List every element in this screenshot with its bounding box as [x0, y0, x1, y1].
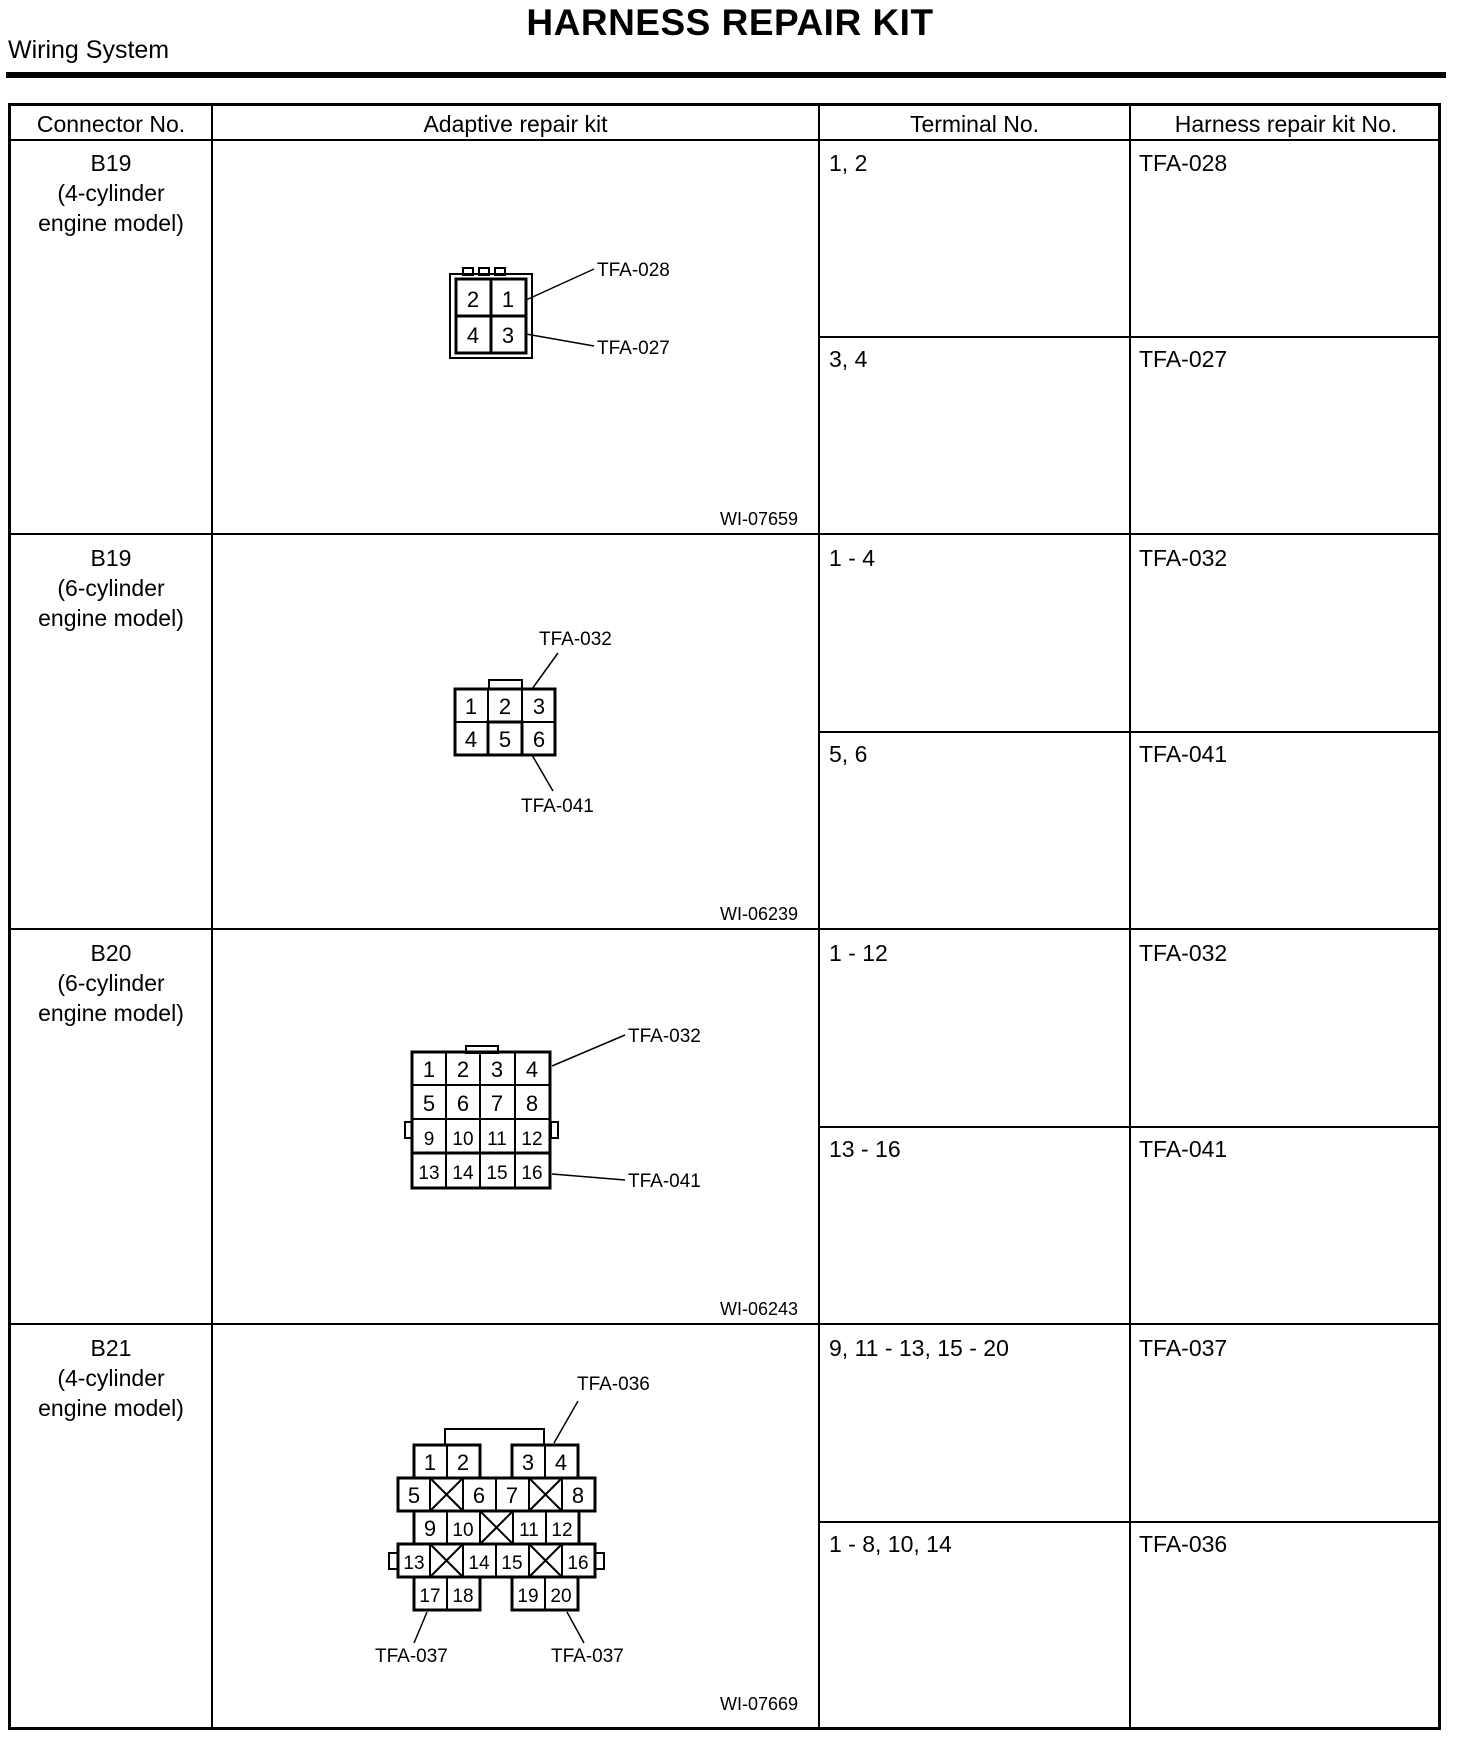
pin-label: 8 [525, 1091, 539, 1116]
callout-label: TFA-028 [597, 260, 670, 281]
connector-diagram-b19-4cyl [214, 140, 814, 534]
pin-label: 18 [452, 1586, 474, 1607]
pin-label: 1 [464, 694, 478, 719]
connector-number: B19 [90, 150, 132, 176]
pin-label: 7 [505, 1483, 519, 1508]
callout-label: TFA-032 [628, 1026, 701, 1047]
pin-label: 2 [466, 287, 480, 312]
callout-label: TFA-032 [539, 629, 612, 650]
kit-value: TFA-041 [1139, 1136, 1228, 1162]
kit-value: TFA-041 [1139, 741, 1228, 767]
pin-label: 11 [487, 1129, 507, 1150]
pin-label: 2 [498, 694, 512, 719]
column-divider [818, 106, 820, 1727]
connector-number: B21 [90, 1335, 132, 1361]
header-connector-no: Connector No. [36, 111, 186, 137]
terminal-value: 1 - 4 [829, 545, 876, 571]
terminal-value: 1 - 12 [829, 940, 888, 966]
header-harness-repair-kit-no: Harness repair kit No. [1174, 111, 1398, 137]
connector-diagram-svg [214, 930, 814, 1324]
pin-label: 4 [466, 323, 480, 348]
pin-label: 11 [519, 1520, 539, 1541]
pin-label: 12 [521, 1129, 543, 1150]
connector-diagram-svg [214, 535, 814, 929]
pin-label: 3 [532, 694, 546, 719]
subrow-divider [818, 1521, 1438, 1523]
terminal-value: 9, 11 - 13, 15 - 20 [829, 1335, 1009, 1361]
connector-cell [11, 1333, 211, 1423]
pin-label: 20 [550, 1586, 572, 1607]
page-title: HARNESS REPAIR KIT [526, 2, 934, 43]
pin-label: 14 [468, 1553, 490, 1574]
subrow-divider [818, 336, 1438, 338]
pin-label: 4 [525, 1057, 539, 1082]
callout-label: TFA-041 [521, 796, 594, 817]
pin-label: 17 [419, 1586, 441, 1607]
subrow-divider [818, 1126, 1438, 1128]
pin-label: 5 [407, 1483, 421, 1508]
header-adaptive-repair-kit: Adaptive repair kit [423, 111, 608, 137]
pin-label: 16 [521, 1163, 543, 1184]
connector-number: B20 [90, 940, 132, 966]
pin-label: 5 [498, 727, 512, 752]
subrow-divider [818, 731, 1438, 733]
terminal-value: 3, 4 [829, 346, 868, 372]
pin-label: 4 [464, 727, 478, 752]
kit-value: TFA-028 [1139, 150, 1228, 176]
figure-id: WI-06243 [719, 1299, 798, 1319]
terminal-value: 5, 6 [829, 741, 868, 767]
column-divider [1129, 106, 1131, 1727]
terminal-value: 1, 2 [829, 150, 868, 176]
connector-variant: engine model) [38, 1395, 184, 1421]
pin-label: 7 [490, 1091, 504, 1116]
connector-diagram-b20-6cyl [214, 930, 814, 1324]
connector-cell [11, 938, 211, 1028]
callout-label: TFA-036 [577, 1374, 650, 1395]
figure-id: WI-07659 [719, 509, 798, 529]
connector-variant: (4-cylinder [57, 1365, 165, 1391]
pin-label: 8 [571, 1483, 585, 1508]
figure-id: WI-06239 [719, 904, 798, 924]
connector-cell [11, 148, 211, 238]
connector-diagram-b19-6cyl [214, 535, 814, 929]
connector-variant: (6-cylinder [57, 970, 165, 996]
kit-value: TFA-032 [1139, 545, 1228, 571]
connector-diagram-svg [214, 1325, 814, 1719]
pin-label: 2 [456, 1450, 470, 1475]
pin-label: 6 [532, 727, 546, 752]
pin-label: 3 [521, 1450, 535, 1475]
pin-label: 12 [551, 1520, 573, 1541]
pin-label: 4 [554, 1450, 568, 1475]
pin-label: 14 [452, 1163, 474, 1184]
connector-variant: engine model) [38, 605, 184, 631]
pin-label: 5 [422, 1091, 436, 1116]
connector-variant: engine model) [38, 1000, 184, 1026]
pin-label: 13 [403, 1553, 425, 1574]
pin-label: 1 [423, 1450, 437, 1475]
kit-value: TFA-037 [1139, 1335, 1228, 1361]
pin-label: 9 [423, 1516, 437, 1541]
pin-label: 6 [456, 1091, 470, 1116]
kit-value: TFA-027 [1139, 346, 1228, 372]
pin-label: 19 [517, 1586, 539, 1607]
terminal-value: 13 - 16 [829, 1136, 901, 1162]
pin-label: 1 [501, 287, 515, 312]
pin-label: 16 [567, 1553, 589, 1574]
connector-diagram-b21-4cyl [214, 1325, 814, 1719]
terminal-value: 1 - 8, 10, 14 [829, 1531, 952, 1557]
column-divider [211, 106, 213, 1727]
pin-label: 3 [490, 1057, 504, 1082]
kit-value: TFA-032 [1139, 940, 1228, 966]
connector-variant: (6-cylinder [57, 575, 165, 601]
pin-label: 1 [422, 1057, 436, 1082]
section-title: Wiring System [8, 36, 170, 64]
figure-id: WI-07669 [719, 1694, 798, 1714]
pin-label: 2 [456, 1057, 470, 1082]
kit-value: TFA-036 [1139, 1531, 1228, 1557]
repair-kit-table [8, 103, 1441, 1730]
pin-label: 10 [452, 1520, 474, 1541]
callout-label: TFA-037 [551, 1646, 624, 1667]
pin-label: 9 [423, 1129, 435, 1150]
callout-label: TFA-027 [597, 338, 670, 359]
pin-label: 13 [418, 1163, 440, 1184]
pin-label: 15 [486, 1163, 508, 1184]
connector-variant: (4-cylinder [57, 180, 165, 206]
connector-number: B19 [90, 545, 132, 571]
connector-variant: engine model) [38, 210, 184, 236]
connector-cell [11, 543, 211, 633]
connector-diagram-svg [214, 140, 814, 534]
header-rule [6, 72, 1446, 78]
pin-label: 10 [452, 1129, 474, 1150]
pin-label: 15 [501, 1553, 523, 1574]
pin-label: 3 [501, 323, 515, 348]
callout-label: TFA-037 [375, 1646, 448, 1667]
pin-label: 6 [472, 1483, 486, 1508]
callout-label: TFA-041 [628, 1171, 701, 1192]
header-terminal-no: Terminal No. [909, 111, 1040, 137]
